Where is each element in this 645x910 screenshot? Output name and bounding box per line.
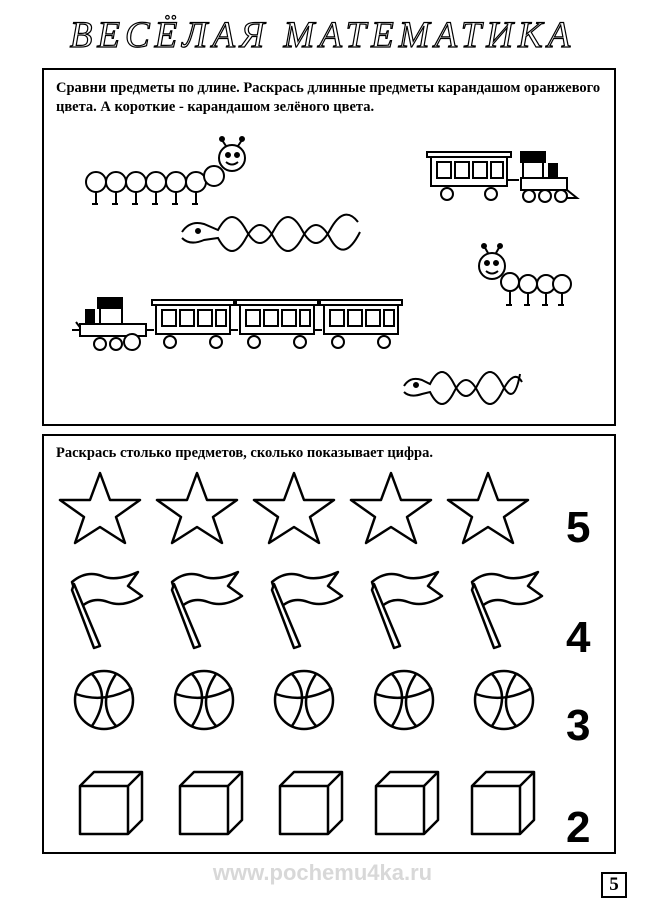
ball-icon [372, 668, 436, 732]
cube-icon [276, 768, 346, 838]
caterpillar-long-icon [82, 142, 252, 214]
train-short-icon [425, 150, 585, 208]
cube-icon [372, 768, 442, 838]
cube-icon [468, 768, 538, 838]
snake-long-icon [180, 206, 390, 268]
flag-icon [466, 562, 546, 652]
count-4-label: 4 [566, 613, 591, 662]
cube-icon [76, 768, 146, 838]
train-long-icon [70, 296, 410, 356]
flag-icon [66, 562, 146, 652]
cube-icon [176, 768, 246, 838]
count-2-label: 2 [566, 803, 591, 852]
task1-instruction: Сравни предметы по длине. Раскрась длинные предметы карандашом оранжевого цвета. А короткие - карандашом зелёного цвета. [56, 80, 601, 115]
task2-instruction: Раскрась столько предметов, сколько показывает цифра. [56, 445, 433, 461]
ball-icon [172, 668, 236, 732]
star-icon [250, 470, 338, 546]
ball-icon [272, 668, 336, 732]
count-3-label: 3 [566, 701, 591, 750]
flag-icon [266, 562, 346, 652]
star-icon [444, 470, 532, 546]
star-icon [153, 470, 241, 546]
star-icon [347, 470, 435, 546]
page-number: 5 [601, 872, 627, 898]
ball-icon [472, 668, 536, 732]
ball-icon [72, 668, 136, 732]
flag-icon [166, 562, 246, 652]
page-title: ВЕСЁЛАЯ МАТЕМАТИКА [69, 15, 576, 56]
flag-icon [366, 562, 446, 652]
caterpillar-short-icon [476, 244, 576, 316]
star-icon [56, 470, 144, 546]
snake-short-icon [402, 364, 524, 418]
count-5-label: 5 [566, 503, 591, 552]
website-watermark: www.pochemu4ka.ru [212, 860, 433, 885]
